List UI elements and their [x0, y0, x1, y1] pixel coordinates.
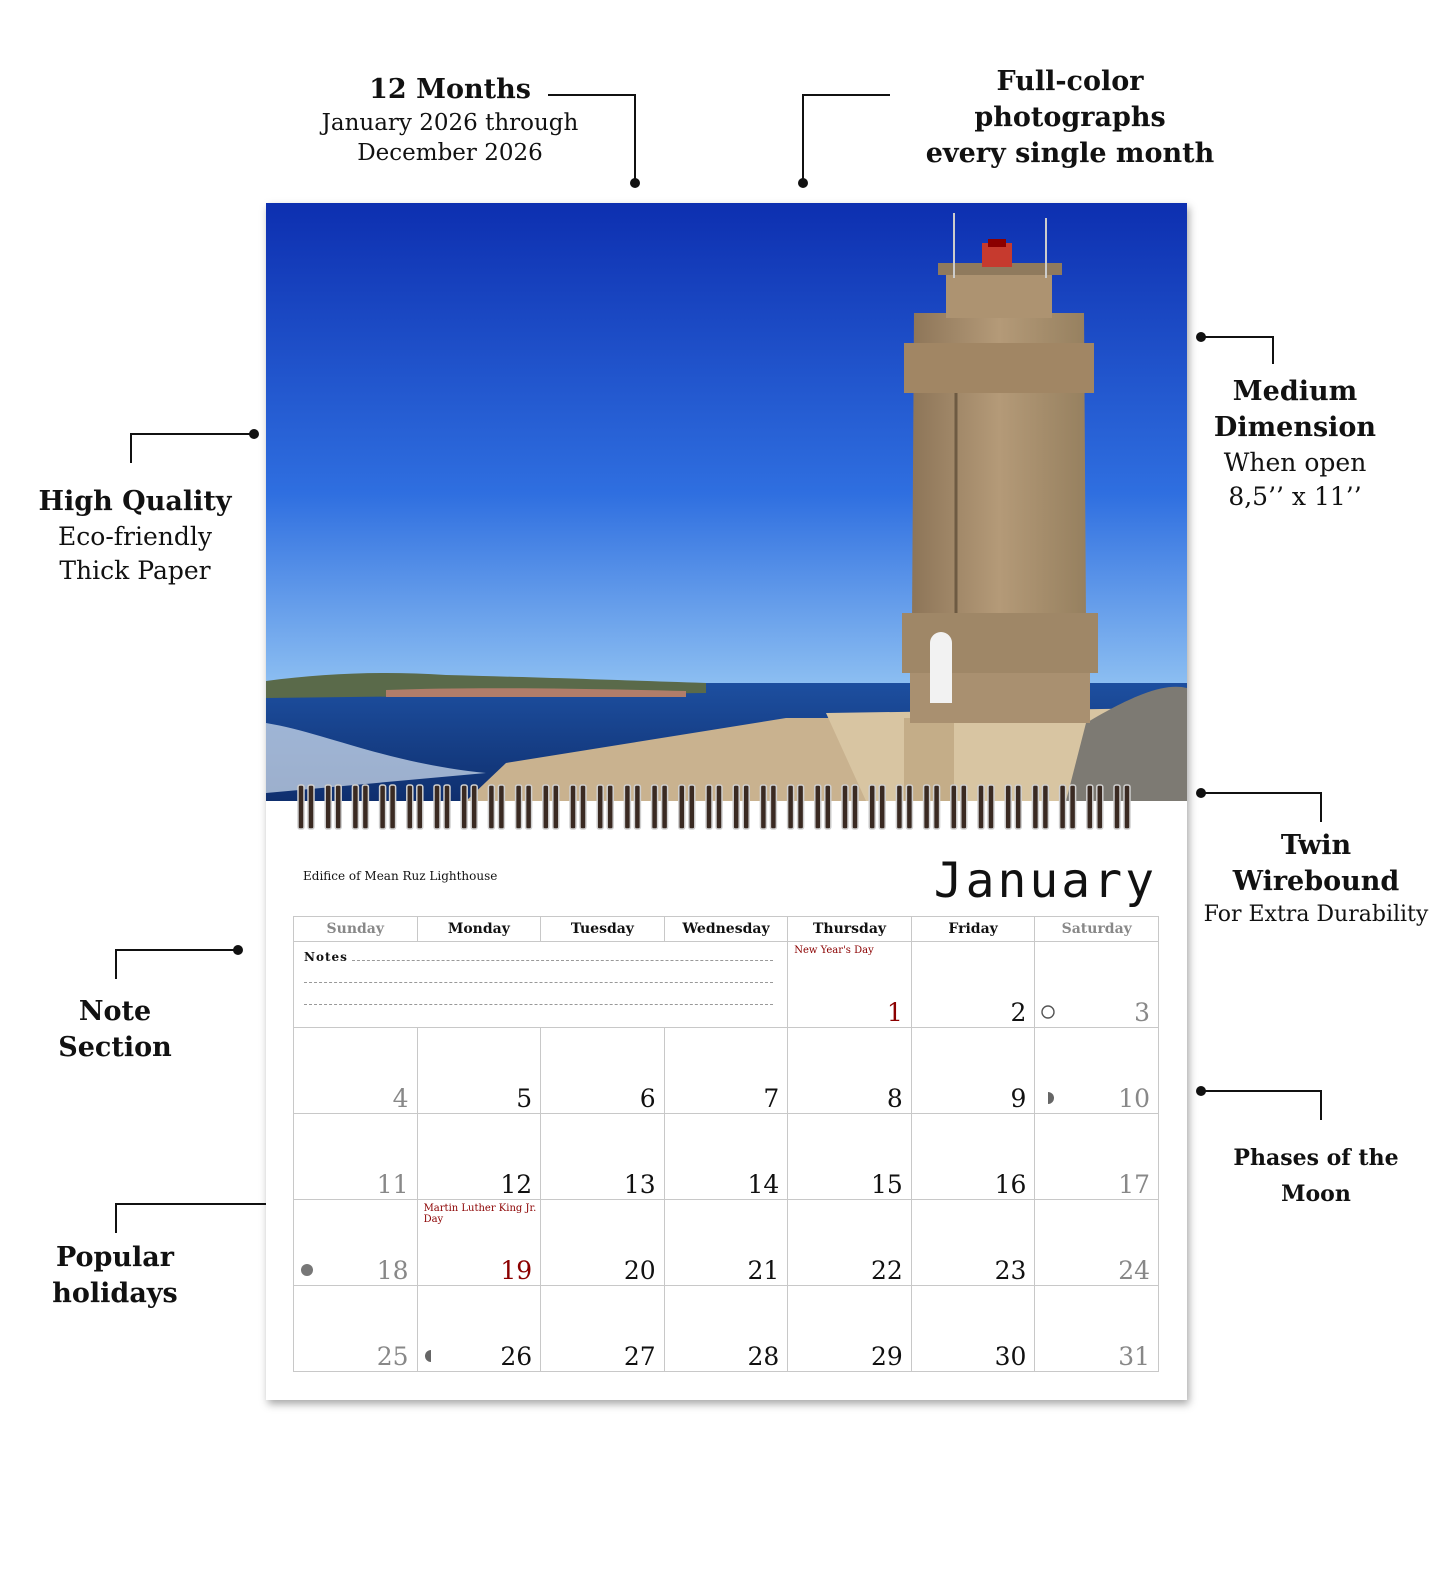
wire-loop — [488, 785, 504, 829]
day-number: 11 — [376, 1170, 409, 1199]
day-number: 19 — [500, 1256, 533, 1285]
leader-line — [634, 94, 636, 182]
wire-loop — [1060, 785, 1076, 829]
day-cell — [664, 1114, 788, 1200]
leader-line — [130, 433, 132, 463]
new-moon-icon — [300, 1263, 314, 1277]
day-cell — [541, 1286, 665, 1372]
wire-loop — [896, 785, 912, 829]
notes-label: Notes — [304, 950, 348, 964]
callout-moon-title: Phases of the Moon — [1233, 1145, 1399, 1207]
wire-loop — [652, 785, 668, 829]
day-cell — [788, 1286, 912, 1372]
wire-loop — [924, 785, 940, 829]
wire-loop — [1087, 785, 1103, 829]
notes-line — [304, 1004, 773, 1005]
callout-months-title: 12 Months — [369, 74, 531, 105]
day-cell — [294, 1200, 418, 1286]
day-cell — [1035, 1200, 1159, 1286]
wire-loop — [978, 785, 994, 829]
leader-line — [548, 94, 636, 96]
week-row — [294, 1114, 1159, 1200]
wire-loop — [869, 785, 885, 829]
wire-loop — [543, 785, 559, 829]
weekday-saturday: Saturday — [1035, 917, 1159, 942]
day-cell — [1035, 1028, 1159, 1114]
week-row — [294, 1286, 1159, 1372]
full-moon-icon — [1041, 1005, 1055, 1019]
first-quarter-icon — [424, 1349, 438, 1363]
day-cell — [788, 942, 912, 1028]
calendar-grid — [293, 916, 1159, 1372]
month-title: January — [933, 853, 1157, 909]
wire-loop — [461, 785, 477, 829]
day-number: 31 — [1118, 1342, 1150, 1371]
wire-loop — [1032, 785, 1048, 829]
wire-loop — [380, 785, 396, 829]
day-number: 5 — [516, 1084, 533, 1113]
day-number: 24 — [1118, 1256, 1150, 1285]
day-cell — [911, 1114, 1035, 1200]
day-cell — [664, 1200, 788, 1286]
day-cell — [417, 1200, 541, 1286]
day-number: 7 — [763, 1084, 780, 1113]
day-number: 10 — [1118, 1084, 1150, 1113]
leader-dot — [233, 945, 243, 955]
day-number: 15 — [871, 1170, 903, 1199]
day-cell — [541, 1028, 665, 1114]
callout-months — [300, 72, 600, 168]
day-number: 30 — [994, 1342, 1027, 1371]
day-number: 1 — [886, 998, 903, 1027]
callout-dimension-sub1: When open — [1223, 448, 1367, 477]
leader-line — [115, 1203, 117, 1233]
leader-dot — [630, 178, 640, 188]
callout-photos-line2: every single month — [925, 138, 1215, 169]
callout-dimension-sub2: 8,5’’ x 11’’ — [1228, 482, 1362, 511]
callout-wirebound-title: Twin Wirebound — [1232, 830, 1400, 897]
day-number: 18 — [376, 1256, 409, 1285]
day-cell — [1035, 1286, 1159, 1372]
wall-calendar — [266, 203, 1187, 1400]
callout-dimension-line2: Dimension — [1213, 412, 1377, 443]
leader-line — [1200, 1090, 1322, 1092]
day-number: 13 — [623, 1170, 656, 1199]
weekday-wednesday: Wednesday — [664, 917, 788, 942]
day-cell — [788, 1200, 912, 1286]
callout-photos — [900, 64, 1240, 172]
day-number: 16 — [994, 1170, 1027, 1199]
day-number: 14 — [747, 1170, 780, 1199]
twin-wire-binding — [294, 783, 1164, 831]
day-cell — [664, 1028, 788, 1114]
notes-line — [352, 960, 773, 961]
day-cell — [541, 1200, 665, 1286]
wire-loop — [624, 785, 640, 829]
wire-loop — [815, 785, 831, 829]
notes-line — [304, 982, 773, 983]
wire-loop — [352, 785, 368, 829]
day-number: 8 — [886, 1084, 903, 1113]
day-cell — [417, 1028, 541, 1114]
callout-quality-line2: Thick Paper — [59, 556, 211, 585]
callout-photos-line1: Full-color photographs — [974, 66, 1166, 133]
wire-loop — [597, 785, 613, 829]
callout-dimension-line1: Medium — [1232, 376, 1358, 407]
leader-dot — [798, 178, 808, 188]
weekday-friday: Friday — [911, 917, 1035, 942]
leader-line — [1320, 1090, 1322, 1120]
lighthouse-photo — [266, 203, 1187, 801]
weekday-thursday: Thursday — [788, 917, 912, 942]
leader-line — [1320, 792, 1322, 822]
last-quarter-icon — [1041, 1091, 1055, 1105]
day-number: 21 — [747, 1256, 780, 1285]
leader-line — [802, 94, 804, 182]
wire-loop — [706, 785, 722, 829]
wire-loop — [570, 785, 586, 829]
day-number: 12 — [500, 1170, 533, 1199]
wire-loop — [951, 785, 967, 829]
leader-line — [115, 949, 117, 979]
day-number: 22 — [871, 1256, 903, 1285]
wire-loop — [1114, 785, 1130, 829]
leader-line — [1200, 792, 1322, 794]
day-number: 25 — [376, 1342, 409, 1371]
callout-holidays — [0, 1240, 230, 1312]
callout-holidays-title: Popular holidays — [52, 1242, 178, 1309]
day-number: 4 — [392, 1084, 409, 1113]
callout-notes-title: Note Section — [58, 996, 172, 1063]
wire-loop — [733, 785, 749, 829]
day-number: 9 — [1010, 1084, 1027, 1113]
week-row — [294, 1028, 1159, 1114]
day-cell — [294, 1028, 418, 1114]
callout-quality-title: High Quality — [38, 486, 232, 517]
wire-loop — [298, 785, 314, 829]
wire-loop — [407, 785, 423, 829]
day-cell — [294, 1114, 418, 1200]
callout-quality-line1: Eco-friendly — [58, 522, 212, 551]
leader-line — [802, 94, 890, 96]
day-cell — [1035, 1114, 1159, 1200]
day-cell — [417, 1286, 541, 1372]
callout-quality — [20, 484, 250, 588]
day-cell — [541, 1114, 665, 1200]
notes-section — [294, 942, 788, 1028]
day-cell — [417, 1114, 541, 1200]
callout-months-line1: January 2026 through — [321, 110, 579, 136]
week-row — [294, 942, 1159, 1028]
photo-caption: Edifice of Mean Ruz Lighthouse — [303, 869, 498, 883]
weekday-tuesday: Tuesday — [541, 917, 665, 942]
holiday-label: New Year's Day — [794, 945, 874, 956]
day-number: 28 — [747, 1342, 780, 1371]
day-number: 29 — [871, 1342, 903, 1371]
day-cell — [911, 1028, 1035, 1114]
day-number: 23 — [994, 1256, 1027, 1285]
wire-loop — [842, 785, 858, 829]
leader-line — [1200, 336, 1274, 338]
leader-dot — [249, 429, 259, 439]
callout-wirebound — [1196, 828, 1436, 930]
day-cell — [788, 1114, 912, 1200]
callout-wirebound-sub: For Extra Durability — [1203, 902, 1429, 927]
weekday-monday: Monday — [417, 917, 541, 942]
day-cell — [664, 1286, 788, 1372]
day-number: 27 — [623, 1342, 656, 1371]
day-cell — [911, 1200, 1035, 1286]
day-number: 17 — [1118, 1170, 1150, 1199]
wire-loop — [516, 785, 532, 829]
wire-loop — [788, 785, 804, 829]
day-number: 26 — [500, 1342, 533, 1371]
wire-loop — [679, 785, 695, 829]
day-number: 2 — [1010, 998, 1027, 1027]
wire-loop — [1005, 785, 1021, 829]
wire-loop — [434, 785, 450, 829]
callout-moon — [1196, 1140, 1436, 1212]
callout-dimension — [1195, 374, 1395, 514]
callout-months-line2: December 2026 — [357, 140, 543, 166]
day-cell — [294, 1286, 418, 1372]
day-cell — [911, 1286, 1035, 1372]
leader-line — [115, 949, 239, 951]
weekday-header-row — [294, 917, 1159, 942]
callout-notes — [20, 994, 210, 1066]
day-cell — [1035, 942, 1159, 1028]
day-number: 3 — [1134, 998, 1150, 1027]
wire-loop — [760, 785, 776, 829]
weekday-sunday: Sunday — [294, 917, 418, 942]
leader-line — [1272, 336, 1274, 364]
day-cell — [911, 942, 1035, 1028]
day-cell — [788, 1028, 912, 1114]
week-row — [294, 1200, 1159, 1286]
day-number: 6 — [639, 1084, 656, 1113]
leader-line — [130, 433, 254, 435]
wire-loop — [325, 785, 341, 829]
day-number: 20 — [623, 1256, 656, 1285]
holiday-label: Martin Luther King Jr. Day — [423, 1203, 537, 1225]
